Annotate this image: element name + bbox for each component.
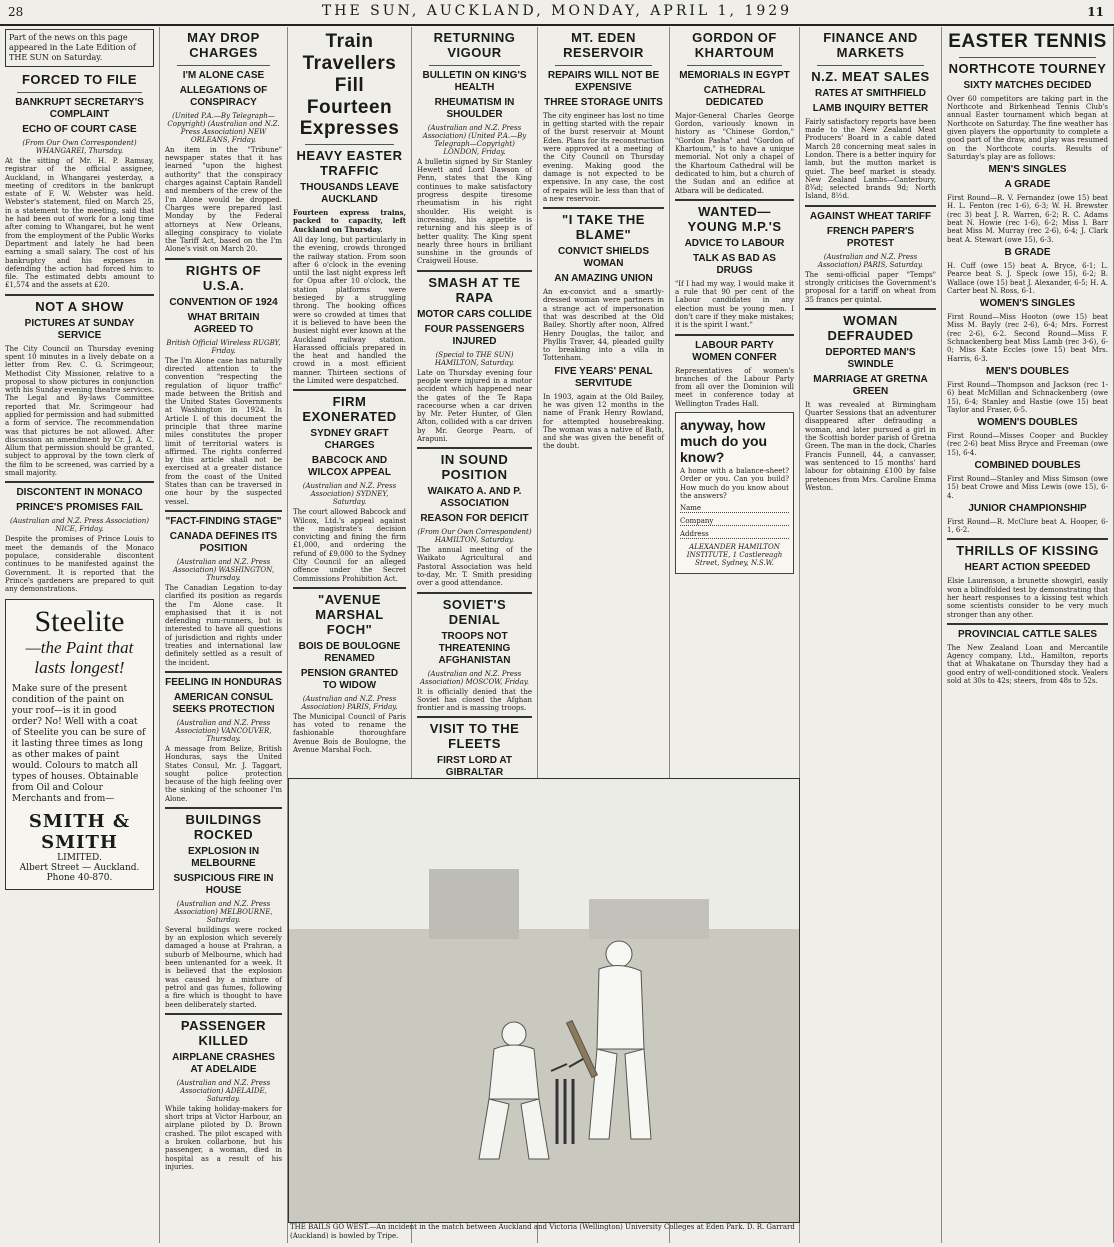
headline-easter-tennis: EASTER TENNIS	[948, 31, 1107, 52]
article-body: "If I had my way, I would make it a rule that 90 per cent of the Labour candidates in any election must be young men. I don't care if they make mistakes; it is the spirit I want."	[675, 279, 794, 330]
subhead: THOUSANDS LEAVE AUCKLAND	[300, 182, 399, 206]
page-number-right: 11	[1087, 5, 1104, 19]
article-body: All day long, but particularly in the evening, crowds thronged the railway station. From soon after 6 o'clock in the evening until the last night express left for Opua after 10 o'clock, the station platforms were besieged by a struggling throng. The booking offices were so crowded at times that it is believed to have been the busiest night ever known at the Auckland railway station. Harassed officials prepared in the heat and handled the crowd in a most efficient manner. Thirteen sections of the Limited were despatched.	[293, 235, 406, 386]
credit: (Australian and N.Z. Press Association) NICE, Friday.	[10, 517, 149, 534]
results-body: First Round—Miss Hooton (owe 15) beat Miss M. Bayly (rec 2-6), 6-4; Mrs. Forrest (rec 2-6), 6-2. Second Round—Miss F. Schnackenberg beat Miss Lamb (rec 3-6), 6-0; Miss Kate Eccles (owe 15) beat Mrs. Harris, 6-3.	[947, 313, 1108, 363]
subhead: CANADA DEFINES ITS POSITION	[169, 530, 278, 554]
article-body: It was revealed at Birmingham Quarter Sessions that an adventurer disappeared after defrauding a woman, and later pursued a girl in the Scottish border parish of Gretna Green. The man in the dock, Charles Francis Funnell, 44, a canvasser, was sentenced to 15 months' hard labour for obtaining £100 by false pretences from Mrs. Caroline Emma Weston.	[805, 400, 936, 492]
subhead: REPAIRS WILL NOT BE EXPENSIVE	[547, 69, 660, 93]
subhead: FRENCH PAPER'S PROTEST	[826, 225, 915, 249]
headline-smash-te-rapa: SMASH AT TE RAPA	[428, 274, 521, 305]
newspaper-dateline: THE SUN, AUCKLAND, MONDAY, APRIL 1, 1929	[321, 3, 793, 19]
headline-forced-to-file: FORCED TO FILE	[21, 72, 138, 87]
headline-discontent-monaco: DISCONTENT IN MONACO	[16, 487, 143, 499]
subhead: I'M ALONE CASE	[182, 69, 265, 81]
headline-soviets-denial: SOVIET'S DENIAL	[442, 596, 507, 627]
column-1	[0, 27, 160, 1243]
subhead: ALLEGATIONS OF CONSPIRACY	[179, 84, 268, 108]
results-body: First Round—Misses Cooper and Buckley (rec 2-6) beat Miss Bryce and Freeman (owe 15), 6-4.	[947, 432, 1108, 457]
article-body: The semi-official paper "Temps" strongly criticises the Government's proposal for a tariff on wheat from 35 francs per quintal.	[805, 270, 936, 304]
headline-mt-eden-reservoir: MT. EDEN RESERVOIR	[563, 30, 644, 60]
subhead-meat-sales: N.Z. MEAT SALES	[811, 68, 930, 84]
article-body: The court allowed Babcock and Wilcox, Ltd.'s appeal against the magistrate's decision convicting and fining the firm £1,000, and ordering the refund of £9,000 to the Sydney City Council for an alleged offence under the Secret Commissions Prohibition Act.	[293, 508, 406, 583]
cricket-photograph	[288, 778, 800, 1223]
article-body: An item in the "Tribune" newspaper states that it has learned "upon the highest authority" that the conspiracy charges against Captain Randell and members of the crew of the I'm Alone would be dropped. Charges were prepared last Monday by the Federal attorneys at New Orleans, alleging conspiracy to violate the Tariff Act, based on the I'm Alone's visit on March 20.	[165, 145, 282, 254]
ad-brand: Steelite	[34, 605, 125, 639]
headline-thrills-of-kissing: THRILLS OF KISSING	[956, 543, 1099, 559]
subhead: BOIS DE BOULOGNE RENAMED	[298, 640, 401, 664]
results-body: First Round—Stanley and Miss Simson (owe 15) beat Crowe and Miss Lewis (owe 15), 6-4.	[947, 474, 1108, 500]
subhead-northcote: NORTHCOTE TOURNEY	[948, 60, 1107, 76]
subhead: RHEUMATISM IN SHOULDER	[434, 96, 515, 120]
section-womens-doubles: WOMEN'S DOUBLES	[977, 417, 1078, 429]
section-a-grade: A GRADE	[1004, 179, 1051, 191]
headline-finance-markets: FINANCE AND MARKETS	[823, 30, 918, 60]
credit: British Official Wireless RUGBY, Friday.	[166, 338, 281, 355]
subhead: DEPORTED MAN'S SWINDLE	[825, 346, 916, 370]
article-body: Several buildings were rocked by an explosion which severely damaged a house at Prahran, a suburb of Melbourne, which had been untenanted for a week. It is believed that the explosion was caused by a mixture of petrol and gas fumes, following a fire which is thought to have been deliberately started.	[165, 925, 282, 1009]
subhead: CONVICT SHIELDS WOMAN	[557, 246, 650, 270]
headline-train-travellers: Train Travellers Fill Fourteen Expresses	[299, 31, 400, 140]
ad-company: SMITH & SMITH	[28, 811, 131, 854]
cricket-scene-image	[289, 779, 799, 1222]
headline-visit-fleets: VISIT TO THE FLEETS	[429, 721, 520, 752]
subhead: EXPLOSION IN MELBOURNE	[187, 845, 260, 869]
ad-address: Albert Street — Auckland.	[19, 863, 140, 874]
article-body: Despite the promises of Prince Louis to meet the demands of the Monaco populace, considerable discontent continues to be manifested against the Government. It is reported that the Prince's gardeners are prepared to quit any demonstrations.	[5, 535, 154, 594]
late-edition-notice: Part of the news on this page appeared in the Late Edition of THE SUN on Saturday.	[5, 29, 154, 67]
credit: (Australian and N.Z. Press Association) MOSCOW, Friday.	[419, 669, 530, 686]
article-body: An ex-convict and a smartly-dressed woman were partners in a strange act of impersonation that was described at the Old Bailey. Shortly after noon, Alfred Henry Douglas, the tailor, and Phyllis Traver, 44, pleaded guilty to breaking into a villa in Tottenham.	[543, 288, 664, 363]
section-junior: JUNIOR CHAMPIONSHIP	[968, 502, 1087, 514]
section-mens-singles: MEN'S SINGLES	[988, 164, 1067, 176]
credit: (United P.A.—By Telegraph—Copyright) (Australian and N.Z. Press Association) NEW ORLEANS, Friday.	[167, 111, 280, 144]
section-womens-singles: WOMEN'S SINGLES	[979, 298, 1076, 310]
subhead: WAIKATO A. AND P. ASSOCIATION	[427, 486, 522, 510]
article-body: Elsie Laurenson, a brunette showgirl, easily won a blindfolded test by demonstrating that her heart responses to a kissing test which some scientists consider to be very much stronger than any other.	[947, 577, 1108, 619]
article-body: Late on Thursday evening four people were injured in a motor accident which happened near the gates of the Te Rapa racecourse when a car driven by Mr. Peter Hunter, of Glen Afton, collided with a car driven by Mr. George Pearn, of Arapuni.	[417, 368, 532, 443]
article-body: A message from Belize, British Honduras, says the United States Consul, Mr. J. Taggart, sought police protection because of the high feeling over the sinking of the schooner I'm Alone.	[165, 744, 282, 803]
headline-not-a-show: NOT A SHOW	[35, 298, 124, 314]
credit: (Australian and N.Z. Press Association) WASHINGTON, Thursday.	[172, 557, 275, 582]
credit: (Australian and N.Z. Press Association) SYDNEY, Saturday.	[302, 482, 397, 507]
subhead: TROOPS NOT THREATENING AFGHANISTAN	[438, 630, 511, 666]
masthead	[0, 0, 1114, 26]
headline-may-drop-charges: MAY DROP CHARGES	[187, 30, 260, 60]
credit: (Australian and N.Z. Press Association) PARIS, Saturday.	[817, 252, 924, 269]
headline-buildings-rocked: BUILDINGS ROCKED	[185, 812, 262, 842]
headline-take-the-blame: "I TAKE THE BLAME"	[562, 212, 645, 243]
article-body: The City Council on Thursday evening spent 10 minutes in a lively debate on a letter from Rev. C. G. Scrimgeour, Methodist City Missioner, relative to a proposal to show pictures in conjunction with his Sunday evening theatre services. The Legal and By-laws Committee reported that Mr. Scrimgeour had applied for permission and had submitted a form of service. The recommendation was that pictures be not allowed. After discussion an amendment by Cr. J. A. C. Allum that permission should be granted, subject to approval by the town clerk of the film to be screened, was carried by a small majority.	[5, 344, 154, 478]
ad-address: ALEXANDER HAMILTON INSTITUTE, 1 Castlereagh Street, Sydney, N.S.W.	[686, 543, 783, 568]
page-number-left: 28	[8, 5, 24, 19]
credit: (Australian and N.Z. Press Association) PARIS, Friday.	[301, 694, 398, 711]
subhead: MARRIAGE AT GRETNA GREEN	[813, 373, 928, 397]
credit: (From Our Own Correspondent) WHANGAREI, Thursday.	[22, 138, 137, 155]
ad-body: A home with a balance-sheet? Order or you. Can you build? How much do you know about the answers?	[680, 466, 789, 500]
subhead: BANKRUPT SECRETARY'S COMPLAINT	[15, 96, 144, 120]
subhead: CATHEDRAL DEDICATED	[703, 84, 766, 108]
subhead: SIXTY MATCHES DECIDED	[963, 79, 1092, 91]
subhead: ADVICE TO LABOUR	[684, 237, 785, 249]
subhead: FIVE YEARS' PENAL SERVITUDE	[554, 365, 653, 389]
headline-returning-vigour: RETURNING VIGOUR	[433, 30, 516, 60]
article-body: The annual meeting of the Waikato Agricultural and Pastoral Association was held to-day, Mr. T. Smith presiding over a good attendance.	[417, 546, 532, 588]
subhead: ECHO OF COURT CASE	[22, 123, 137, 135]
headline-honduras: FEELING IN HONDURAS	[165, 676, 282, 688]
subhead: CONVENTION OF 1924	[169, 296, 278, 308]
credit: (From Our Own Correspondent) HAMILTON, Saturday.	[417, 528, 532, 545]
headline-fact-finding: "FACT-FINDING STAGE"	[165, 515, 282, 527]
headline-cattle-sales: PROVINCIAL CATTLE SALES	[957, 628, 1098, 640]
results-body: First Round—R. McClure beat A. Hooper, 6-1, 6-2.	[947, 517, 1108, 535]
subhead: FOUR PASSENGERS INJURED	[424, 323, 525, 347]
headline-rights-usa: RIGHTS OF U.S.A.	[185, 262, 262, 293]
article-body: At the sitting of Mr. H. P. Ramsay, registrar of the official assignee, Auckland, in Whangarei yesterday, a meeting of creditors in the bankrupt estate of F. W. Webster was held. Webster's statement, filed on March 25, in a statement to the meeting, said that he had been out of work for a long time after coming to Whangarei, but he went from the employment of the Public Works Department and lately he had been earning a small salary. The cost of his bankruptcy and his expenses in defending the action had forced him to file. The estimated debts amount to £1,574 and the assets at £20.	[5, 156, 154, 290]
column-2	[160, 27, 288, 1243]
subhead: REASON FOR DEFICIT	[420, 513, 529, 525]
subhead: FIRST LORD AT GIBRALTAR	[437, 755, 512, 779]
credit: (Special to THE SUN) HAMILTON, Saturday.	[434, 350, 515, 367]
headline-passenger-killed: PASSENGER KILLED	[180, 1017, 267, 1048]
headline-wanted-young-mps: WANTED—YOUNG M.P.'S	[687, 203, 782, 234]
article-body: It is officially denied that the Soviet has closed the Afghan frontier and is massing troops.	[417, 687, 532, 713]
headline-gordon-khartoum: GORDON OF KHARTOUM	[692, 30, 777, 60]
article-body: Over 60 competitors are taking part in the Northcote and Birkenhead Tennis Club's annual Easter tournament which began at Northcote on Saturday. The fine weather has given players the opportunity to complete a good part of the draw, and play was resumed on the Northcote courts. Results of Saturday's play are as follows:	[947, 94, 1108, 161]
headline-sound-position: IN SOUND POSITION	[440, 452, 509, 483]
article-body: The city engineer has lost no time in getting started with the repair of the burst reservoir at Mount Eden. Plans for its reconstruction were approved at a meeting of the City Council on Thursday evening. Making good the damage is not expected to be expensive. In any case, the cost of repairs will be less than that of a new reservoir.	[543, 111, 664, 203]
credit: (Australian and N.Z. Press Association) ADELAIDE, Saturday.	[176, 1078, 271, 1103]
subhead: PRINCE'S PROMISES FAIL	[16, 502, 143, 514]
headline-avenue-foch: "AVENUE MARSHAL FOCH"	[315, 591, 384, 637]
ad-tagline: —the Paint that lasts longest!	[25, 638, 134, 678]
credit: (Australian and N.Z. Press Association) MELBOURNE, Saturday.	[174, 899, 273, 924]
subhead: BABCOCK AND WILCOX APPEAL	[308, 455, 391, 479]
headline-woman-defrauded: WOMAN DEFRAUDED	[827, 312, 914, 343]
article-body: The New Zealand Loan and Mercantile Agency company, Ltd., Hamilton, reports that at Whakatane on Thursday they had a good entry of well-conditioned stock. Vealers sold at 30s to 42s; steers, from 48s to 52s.	[947, 643, 1108, 686]
article-lead: Fourteen express trains, packed to capacity, left Auckland on Thursday.	[293, 208, 406, 234]
article-body: A bulletin signed by Sir Stanley Hewett and Lord Dawson of Penn, states that the King continues to make satisfactory progress despite tiresome rheumatism in his right shoulder. His weight is increasing, his appetite is returning and his sleep is of better quality. The King spent nearly three hours in brilliant sunshine in the grounds of Craigweil House.	[417, 157, 532, 266]
subhead: RATES AT SMITHFIELD	[815, 87, 926, 99]
article-body: The Canadian Legation to-day clarified its position as regards the I'm Alone case. It emphasised that it is not defending rum-runners, but is interested to have all questions of jurisdiction and rights under treaties and international law definitely settled as a result of the incident.	[165, 583, 282, 667]
ad-limited: LIMITED.	[57, 853, 102, 864]
subhead: PICTURES AT SUNDAY SERVICE	[24, 317, 135, 341]
credit: (Australian and N.Z. Press Association) VANCOUVER, Thursday.	[175, 718, 272, 743]
subhead: TALK AS BAD AS DRUGS	[693, 252, 776, 276]
section-b-grade: B GRADE	[1004, 246, 1051, 258]
headline-wheat-tariff: AGAINST WHEAT TARIFF	[809, 210, 932, 222]
article-body: The I'm Alone case has naturally directed attention to the convention "respecting the regulation of liquor traffic" made between the British and the United States Governments at Washington in 1924. In Article I. of this document the principle that three marine miles constitutes the proper limit of territorial waters is affirmed. The rights conferred by this article shall not be exercised at a greater distance from the coast of the United States than can be traversed in one hour by the suspected vessel.	[165, 356, 282, 506]
subhead: THREE STORAGE UNITS	[544, 96, 663, 108]
subhead: WHAT BRITAIN AGREED TO	[187, 311, 260, 335]
results-body: First Round—Thompson and Jackson (rec 1-6) beat McMillan and Schnackenberg (owe 15), 6-4; Stanley and Hastie (owe 15) beat Taylor and Fraser, 6-5.	[947, 380, 1108, 414]
subhead: AMERICAN CONSUL SEEKS PROTECTION	[172, 691, 275, 715]
results-body: First Round—R. V. Fernandez (owe 15) beat H. L. Fenton (rec 1-6), 6-3; W. H. Brewster (rec 3) beat J. R. Warren, 6-2; R. C. Adams beat N. Howie (rec 1-6), 6-2; Miss I. Barr beat Miss M. Murray (rec 2-6), 6-4; J. Clark beat A. Stewart (owe 15), 6-3.	[947, 194, 1108, 244]
ad-question: anyway, how much do you know?	[680, 416, 768, 465]
subhead: MOTOR CARS COLLIDE	[417, 308, 532, 320]
coupon-company-field[interactable]: Company	[680, 517, 789, 526]
article-body: While taking holiday-makers for short trips at Victor Harbour, an airplane piloted by D. Brown crashed. The pilot escaped with a broken collarbone, but his passenger, a woman, died in hospital as a result of his injuries.	[165, 1104, 282, 1171]
article-body: Representatives of women's branches of the Labour Party from all over the Dominion will meet in conference today at Wellington Trades Hall.	[675, 366, 794, 408]
article-body: In 1903, again at the Old Bailey, he was given 12 months in the name of Frank Henry Rowland, for attempted housebreaking. The woman was a native of Bath, and she was given the benefit of the doubt.	[543, 392, 664, 451]
subhead: SUSPICIOUS FIRE IN HOUSE	[173, 872, 274, 896]
subhead: HEART ACTION SPEEDED	[964, 562, 1091, 574]
subhead: PENSION GRANTED TO WIDOW	[300, 667, 399, 691]
steelite-advertisement	[5, 599, 154, 890]
coupon-address-field[interactable]: Address	[680, 530, 789, 539]
article-body: Major-General Charles George Gordon, variously known in history as "Chinese Gordon," "Gordon Pasha" and "Gordon of Khartoum," is to have a unique memorial. Not only a chapel of the Khartoum Cathedral will be dedicated to him, but a church of the Sudan and an edifice at Atbara will be dedicated.	[675, 111, 794, 195]
subhead: LAMB INQUIRY BETTER	[812, 102, 929, 114]
ad-copy: Make sure of the present condition of the paint on your roof—is it in good order? No! Well with a coat of Steelite you can be sure of it lasting three times as long as other makes of paint would. Colours to match all types of houses. Obtainable from Oil and Colour Merchants and from—	[12, 684, 146, 805]
credit: (Australian and N.Z. Press Association) (United P.A.—By Telegraph—Copyright) LONDON, Friday.	[422, 123, 527, 156]
subhead-easter-traffic: HEAVY EASTER TRAFFIC	[296, 148, 403, 179]
results-body: H. Cuff (owe 15) beat A. Bryce, 6-1; L. Pearce beat S. J. Speck (owe 15), 6-2; B. Wallace (owe 15) beat J. Alexander, 6-5; H. A. Carter beat N. Ross, 6-1.	[947, 261, 1108, 295]
subhead: AN AMAZING UNION	[554, 273, 653, 285]
photo-caption: THE BAILS GO WEST.—An incident in the match between Auckland and Victoria (Wellington) University Colleges at Eden Park. D. R. Garrard (Auckland) is bowled by Tripe.	[290, 1223, 795, 1240]
section-mens-doubles: MEN'S DOUBLES	[986, 365, 1069, 377]
subhead: BULLETIN ON KING'S HEALTH	[422, 69, 527, 93]
subhead: SYDNEY GRAFT CHARGES	[310, 428, 389, 452]
article-body: Fairly satisfactory reports have been made to the New Zealand Meat Producers' Board in a cable dated March 28 concerning meat sales in London. There is a better inquiry for lamb, but the mutton market is quiet. The beef market is steady. New Zealand Lambs—Canterbury, 8¾d; selected brands 9d; North Island, 8½d.	[805, 117, 936, 201]
section-combined-doubles: COMBINED DOUBLES	[974, 459, 1081, 471]
coupon-name-field[interactable]: Name	[680, 504, 789, 513]
column-8	[942, 27, 1114, 1243]
subhead: AIRPLANE CRASHES AT ADELAIDE	[172, 1051, 275, 1075]
headline-firm-exonerated: FIRM EXONERATED	[302, 394, 397, 425]
ad-phone: Phone 40-870.	[46, 873, 113, 884]
institute-advertisement	[675, 412, 794, 574]
column-7	[800, 27, 942, 1243]
subhead: MEMORIALS IN EGYPT	[679, 69, 790, 81]
headline-labour-women: LABOUR PARTY WOMEN CONFER	[692, 339, 777, 363]
article-body: The Municipal Council of Paris has voted to rename the fashionable thoroughfare Avenue Bois de Boulogne, the Avenue Marshal Foch.	[293, 712, 406, 754]
